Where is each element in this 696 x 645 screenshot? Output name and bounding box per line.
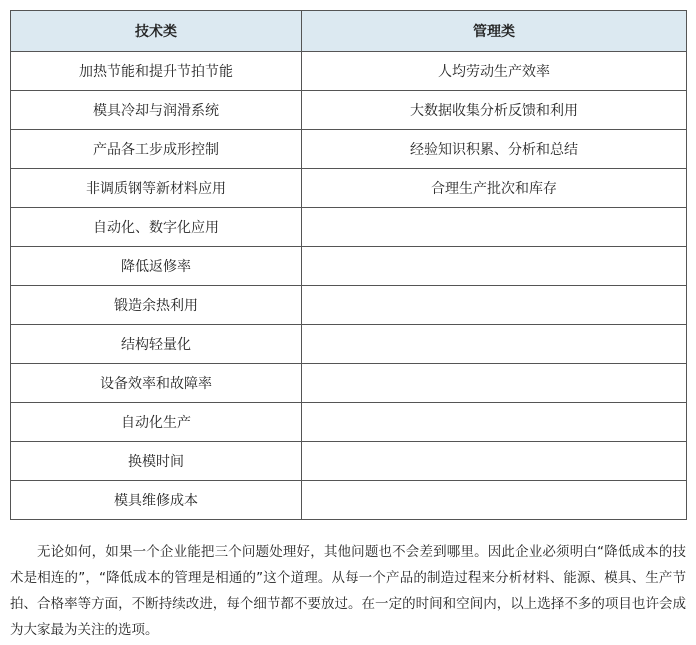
table-row — [11, 403, 687, 442]
table-row — [11, 286, 687, 325]
technology-cell: 锻造余热利用 — [11, 286, 302, 325]
technology-cell: 非调质钢等新材料应用 — [11, 169, 302, 208]
technology-cell: 模具冷却与润滑系统 — [11, 91, 302, 130]
table-row — [11, 442, 687, 481]
header-management: 管理类 — [302, 11, 687, 52]
table-row — [11, 325, 687, 364]
management-cell — [302, 247, 687, 286]
management-cell — [302, 325, 687, 364]
technology-cell: 自动化、数字化应用 — [11, 208, 302, 247]
table-row — [11, 208, 687, 247]
technology-cell: 降低返修率 — [11, 247, 302, 286]
table-row — [11, 91, 687, 130]
management-cell: 人均劳动生产效率 — [302, 52, 687, 91]
body-paragraph-block — [10, 539, 686, 643]
management-cell: 大数据收集分析反馈和利用 — [302, 91, 687, 130]
table-row — [11, 247, 687, 286]
table-header-row — [11, 11, 687, 52]
body-paragraph: 无论如何，如果一个企业能把三个问题处理好，其他问题也不会差到哪里。因此企业必须明白“降低成本的技术是相连的”，“降低成本的管理是相通的”这个道理。从每一个产品的制造过程来分析材料、能源、模具、生产节拍、合格率等方面，不断持续改进，每个细节都不要放过。在一定的时间和空间内，以上选择不多的项目也许会成为大家最为关注的选项。 — [10, 544, 686, 638]
management-cell — [302, 442, 687, 481]
header-technology: 技术类 — [11, 11, 302, 52]
management-cell: 合理生产批次和库存 — [302, 169, 687, 208]
management-cell — [302, 403, 687, 442]
management-cell: 经验知识积累、分析和总结 — [302, 130, 687, 169]
table-row — [11, 364, 687, 403]
table-row — [11, 481, 687, 520]
table-row — [11, 169, 687, 208]
management-cell — [302, 286, 687, 325]
technology-cell: 自动化生产 — [11, 403, 302, 442]
technology-cell: 换模时间 — [11, 442, 302, 481]
management-cell — [302, 364, 687, 403]
technology-cell: 加热节能和提升节拍节能 — [11, 52, 302, 91]
technology-cell: 产品各工步成形控制 — [11, 130, 302, 169]
table-row — [11, 130, 687, 169]
table-row — [11, 52, 687, 91]
cost-reduction-table — [10, 10, 687, 520]
technology-cell: 设备效率和故障率 — [11, 364, 302, 403]
management-cell — [302, 481, 687, 520]
technology-cell: 结构轻量化 — [11, 325, 302, 364]
management-cell — [302, 208, 687, 247]
technology-cell: 模具维修成本 — [11, 481, 302, 520]
